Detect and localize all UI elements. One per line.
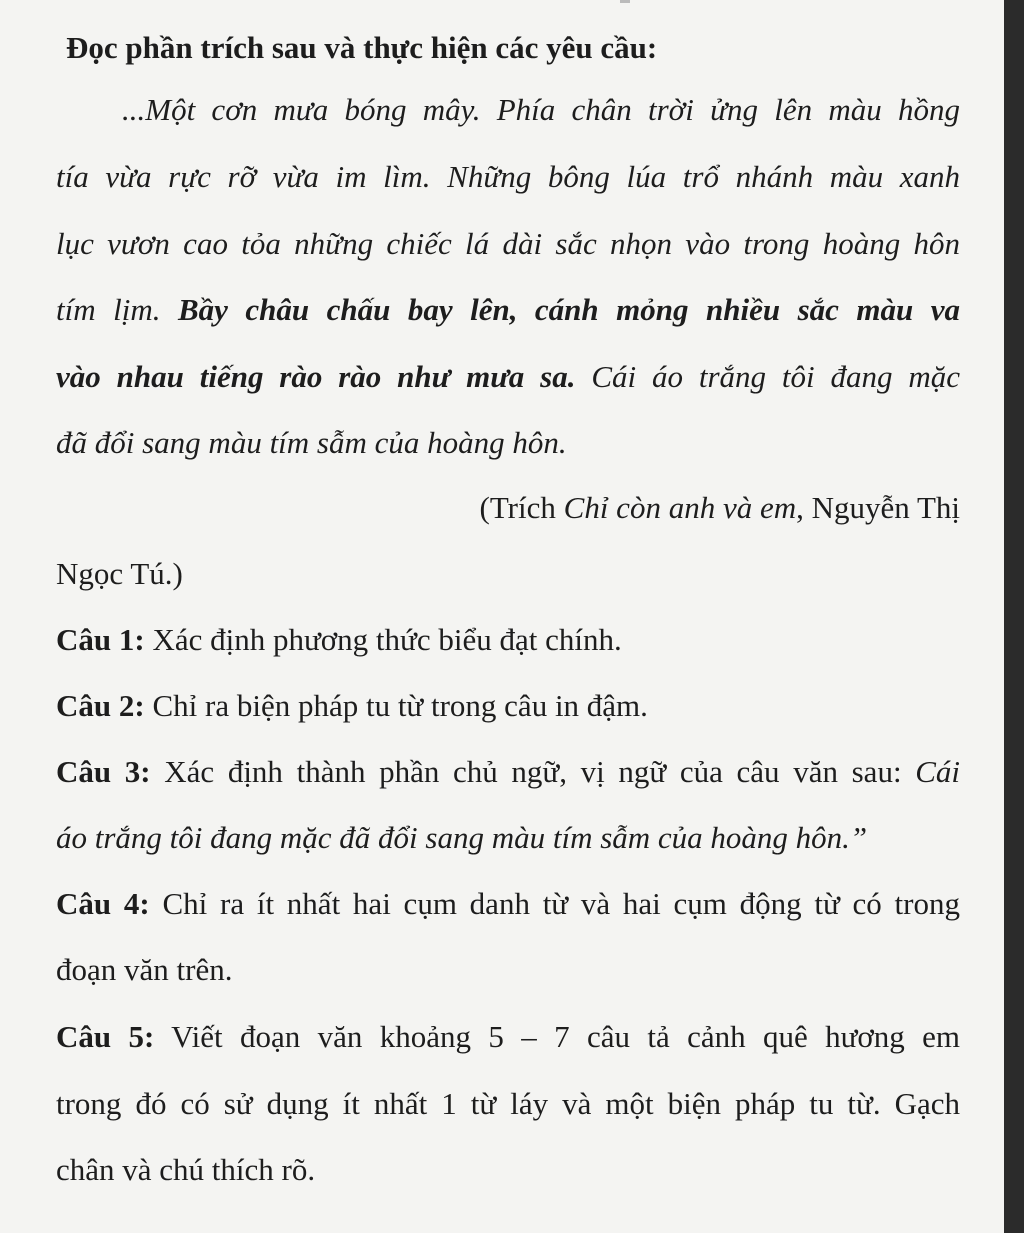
bold-sentence-part-2: vào nhau tiếng rào rào như mưa sa. — [56, 359, 576, 394]
instruction-heading: Đọc phần trích sau và thực hiện các yêu cầu: — [66, 30, 658, 65]
passage-line-2: tía vừa rực rỡ vừa im lìm. Những bông lúa trổ nhánh màu xanh — [56, 159, 960, 194]
question-5 — [56, 1017, 960, 1057]
citation-title: Chỉ còn anh và em — [563, 490, 797, 525]
passage-line-1: ...Một cơn mưa bóng mây. Phía chân trời ửng lên màu hồng — [122, 92, 960, 127]
question-5-label: Câu 5: — [56, 1019, 155, 1054]
citation-rest: , Nguyễn Thị — [796, 490, 960, 525]
citation-line-1 — [56, 488, 960, 528]
passage-line-6: đã đổi sang màu tím sẫm của hoàng hôn. — [56, 425, 567, 460]
question-3 — [56, 752, 960, 792]
question-3-label: Câu 3: — [56, 754, 151, 789]
question-4-label: Câu 4: — [56, 886, 150, 921]
question-4-continued: đoạn văn trên. — [56, 952, 233, 987]
passage-line-5-plain: Cái áo trắng tôi đang mặc — [575, 359, 961, 394]
passage-line-3: lục vươn cao tỏa những chiếc lá dài sắc nhọn vào trong hoàng hôn — [56, 226, 960, 261]
question-3-quote-start: Cái — [915, 754, 961, 789]
passage-line-4 — [56, 290, 960, 330]
question-1 — [56, 620, 960, 660]
question-2-label: Câu 2: — [56, 688, 145, 723]
citation-line-2: Ngọc Tú.) — [56, 556, 183, 591]
question-5-continued-1: trong đó có sử dụng ít nhất 1 từ láy và một biện pháp tu từ. Gạch — [56, 1086, 960, 1121]
top-edge-mark — [620, 0, 630, 3]
question-4-text: Chỉ ra ít nhất hai cụm danh từ và hai cụm động từ có trong — [149, 886, 960, 921]
question-5-text: Viết đoạn văn khoảng 5 – 7 câu tả cảnh quê hương em — [154, 1019, 961, 1054]
bold-sentence-part-1: Bầy châu chấu bay lên, cánh mỏng nhiều sắc màu va — [177, 292, 960, 327]
question-5-continued-2: chân và chú thích rõ. — [56, 1152, 316, 1187]
citation-open: (Trích — [479, 490, 564, 525]
question-1-label: Câu 1: — [56, 622, 145, 657]
question-3-text: Xác định thành phần chủ ngữ, vị ngữ của câu văn sau: — [150, 754, 916, 789]
question-2-text: Chỉ ra biện pháp tu từ trong câu in đậm. — [144, 688, 648, 723]
question-4 — [56, 884, 960, 924]
passage-line-4-plain: tím lịm. — [56, 292, 178, 327]
question-2 — [56, 686, 960, 726]
question-3-quote: áo trắng tôi đang mặc đã đổi sang màu tím sẫm của hoàng hôn.” — [56, 820, 868, 855]
question-1-text: Xác định phương thức biểu đạt chính. — [144, 622, 622, 657]
passage-line-5 — [56, 357, 960, 397]
